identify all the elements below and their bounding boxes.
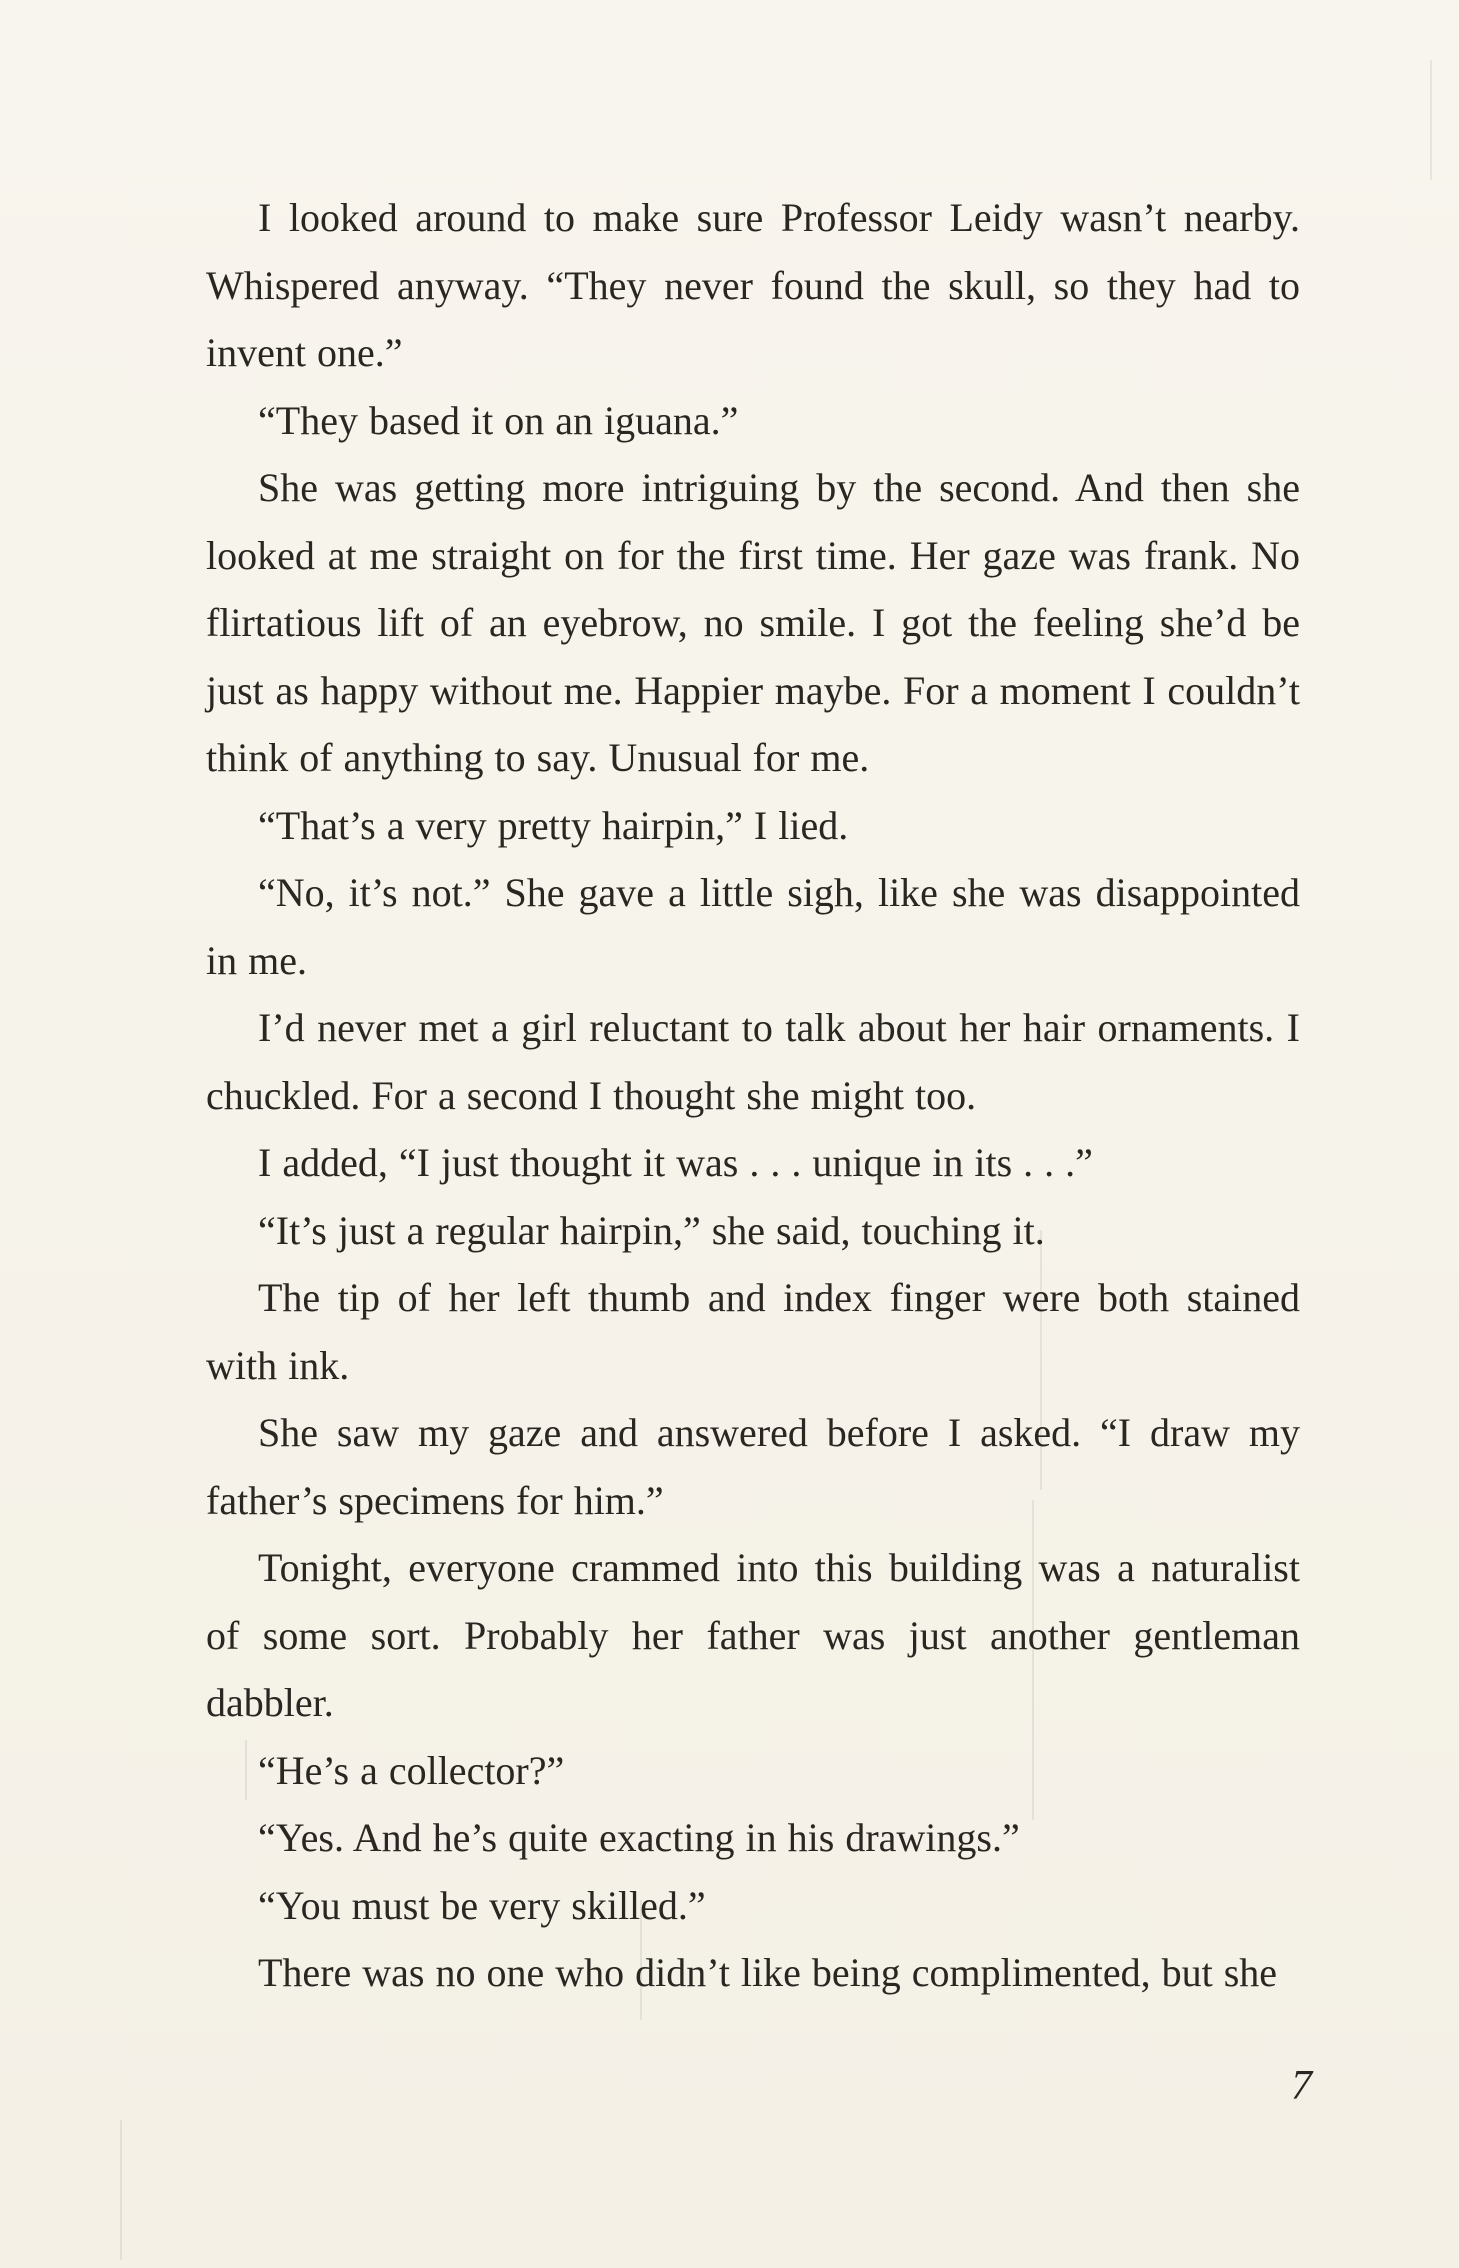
paragraph: Tonight, everyone crammed into this building was a naturalist of some sort. Probably her father was just another gentleman dabbler.	[206, 1545, 1300, 1725]
paragraph: “They based it on an iguana.”	[258, 397, 739, 443]
paragraph: She was getting more intriguing by the second. And then she looked at me straight on for the first time. Her gaze was frank. No flirtatious lift of an eyebrow, no smile. I got the feeling she’d be just as happy without me. Happier maybe. For a moment I couldn’t think of anything to say. Unusual for me.	[206, 465, 1300, 780]
paragraph: She saw my gaze and answered before I asked. “I draw my father’s specimens for him.”	[206, 1410, 1300, 1523]
paragraph: “No, it’s not.” She gave a little sigh, like she was disappointed in me.	[206, 870, 1300, 983]
body-text	[206, 184, 1300, 2007]
paragraph: The tip of her left thumb and index finger were both stained with ink.	[206, 1275, 1300, 1388]
paragraph: “That’s a very pretty hairpin,” I lied.	[258, 802, 849, 848]
paragraph: “He’s a collector?”	[258, 1747, 565, 1793]
paragraph: I’d never met a girl reluctant to talk about her hair ornaments. I chuckled. For a second I thought she might too.	[206, 1005, 1300, 1118]
paragraph: “Yes. And he’s quite exacting in his drawings.”	[258, 1815, 1020, 1860]
paragraph: There was no one who didn’t like being complimented, but she	[258, 1950, 1278, 1995]
scan-artifact	[1430, 60, 1432, 180]
paragraph: I looked around to make sure Professor Leidy wasn’t nearby. Whispered anyway. “They never found the skull, so they had to invent one.”	[206, 195, 1300, 375]
paragraph: “It’s just a regular hairpin,” she said, touching it.	[258, 1207, 1045, 1253]
scan-artifact	[120, 2120, 122, 2260]
paragraph: I added, “I just thought it was . . . unique in its . . .”	[258, 1140, 1093, 1185]
page-number: 7	[1291, 2063, 1312, 2109]
paragraph: “You must be very skilled.”	[258, 1882, 706, 1928]
